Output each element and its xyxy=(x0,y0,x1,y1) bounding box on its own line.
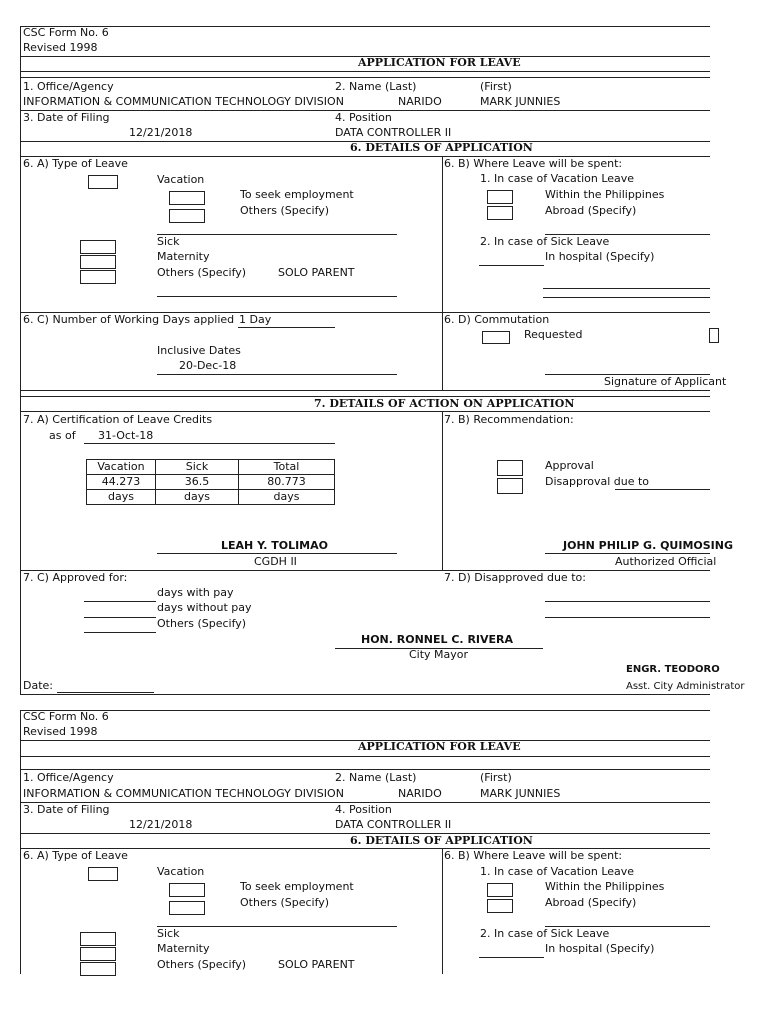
sick-label: Sick xyxy=(157,235,180,248)
mayor-title: City Mayor xyxy=(409,648,469,661)
sick-case-label: 2. In case of Sick Leave xyxy=(480,927,610,940)
vacation-others-label: Others (Specify) xyxy=(240,896,330,909)
maternity-checkbox[interactable] xyxy=(80,947,116,961)
office-value: INFORMATION & COMMUNICATION TECHNOLOGY DIVISION xyxy=(23,787,344,800)
maternity-checkbox[interactable] xyxy=(80,255,116,269)
within-ph-checkbox[interactable] xyxy=(487,883,513,897)
position-label: 4. Position xyxy=(335,111,392,124)
credits-vacation-value: 44.273 xyxy=(87,475,156,490)
where-label: 6. B) Where Leave will be spent: xyxy=(444,849,623,862)
leave-type-label: 6. A) Type of Leave xyxy=(23,157,128,170)
vacation-others-checkbox[interactable] xyxy=(169,209,205,223)
within-ph-label: Within the Philippines xyxy=(545,188,665,201)
disapproval-checkbox[interactable] xyxy=(497,478,523,494)
leave-type-label: 6. A) Type of Leave xyxy=(23,849,128,862)
seek-employment-label: To seek employment xyxy=(240,188,354,201)
details-heading: 6. DETAILS OF APPLICATION xyxy=(350,834,533,847)
credits-units-row xyxy=(87,490,335,505)
inclusive-dates-label: Inclusive Dates xyxy=(157,344,241,357)
others-label: Others (Specify) xyxy=(157,958,247,971)
approval-label: Approval xyxy=(545,459,594,472)
recommender-name: JOHN PHILIP G. QUIMOSING xyxy=(563,539,734,552)
credits-header-total: Total xyxy=(239,460,335,475)
vacation-case-label: 1. In case of Vacation Leave xyxy=(480,172,635,185)
date-filing-label: 3. Date of Filing xyxy=(23,111,110,124)
position-label: 4. Position xyxy=(335,803,392,816)
form-title: APPLICATION FOR LEAVE xyxy=(358,56,521,69)
requested-checkbox[interactable] xyxy=(482,331,510,344)
disapproved-label: 7. D) Disapproved due to: xyxy=(444,571,586,584)
details-heading: 6. DETAILS OF APPLICATION xyxy=(350,141,533,154)
credits-vacation-unit: days xyxy=(87,490,156,505)
maternity-label: Maternity xyxy=(157,942,210,955)
date-filing-value: 12/21/2018 xyxy=(129,818,193,831)
days-with-pay-label: days with pay xyxy=(157,586,234,599)
sick-case-label: 2. In case of Sick Leave xyxy=(480,235,610,248)
within-ph-label: Within the Philippines xyxy=(545,880,665,893)
vacation-label: Vacation xyxy=(157,865,205,878)
vacation-checkbox[interactable] xyxy=(88,175,118,189)
approval-checkbox[interactable] xyxy=(497,460,523,476)
in-hospital-label: In hospital (Specify) xyxy=(545,942,655,955)
abroad-checkbox[interactable] xyxy=(487,899,513,913)
seek-employment-label: To seek employment xyxy=(240,880,354,893)
vacation-label: Vacation xyxy=(157,173,205,186)
vacation-case-label: 1. In case of Vacation Leave xyxy=(480,865,635,878)
vacation-others-checkbox[interactable] xyxy=(169,901,205,915)
vacation-checkbox[interactable] xyxy=(88,867,118,881)
approved-for-label: 7. C) Approved for: xyxy=(23,571,128,584)
office-label: 1. Office/Agency xyxy=(23,80,114,93)
form-revised: Revised 1998 xyxy=(23,725,98,738)
approved-others-label: Others (Specify) xyxy=(157,617,247,630)
credits-values-row xyxy=(87,475,335,490)
working-days-label: 6. C) Number of Working Days applied xyxy=(23,313,235,326)
seek-employment-checkbox[interactable] xyxy=(169,883,205,897)
sick-label: Sick xyxy=(157,927,180,940)
admin-title: Asst. City Administrator xyxy=(626,681,745,692)
recommendation-label: 7. B) Recommendation: xyxy=(444,413,574,426)
admin-name: ENGR. TEODORO xyxy=(626,664,720,675)
requested-label: Requested xyxy=(524,328,583,341)
abroad-checkbox[interactable] xyxy=(487,206,513,220)
where-label: 6. B) Where Leave will be spent: xyxy=(444,157,623,170)
name-first-label: (First) xyxy=(480,771,512,784)
working-days-value: 1 Day xyxy=(239,313,272,326)
position-value: DATA CONTROLLER II xyxy=(335,126,452,139)
vacation-others-label: Others (Specify) xyxy=(240,204,330,217)
credits-sick-value: 36.5 xyxy=(156,475,239,490)
form-title: APPLICATION FOR LEAVE xyxy=(358,740,521,753)
sick-checkbox[interactable] xyxy=(80,932,116,946)
position-value: DATA CONTROLLER II xyxy=(335,818,452,831)
as-of-value: 31-Oct-18 xyxy=(98,429,154,442)
others-label: Others (Specify) xyxy=(157,266,247,279)
cert-label: 7. A) Certification of Leave Credits xyxy=(23,413,213,426)
abroad-label: Abroad (Specify) xyxy=(545,204,637,217)
form-number: CSC Form No. 6 xyxy=(23,26,109,39)
credits-header-row xyxy=(87,460,335,475)
abroad-label: Abroad (Specify) xyxy=(545,896,637,909)
in-hospital-label: In hospital (Specify) xyxy=(545,250,655,263)
certifier-name: LEAH Y. TOLIMAO xyxy=(221,539,328,552)
name-last-label: 2. Name (Last) xyxy=(335,771,417,784)
mayor-name: HON. RONNEL C. RIVERA xyxy=(361,633,514,646)
others-value: SOLO PARENT xyxy=(278,266,355,279)
name-last-value: NARIDO xyxy=(398,95,442,108)
name-first-value: MARK JUNNIES xyxy=(480,787,561,800)
others-checkbox[interactable] xyxy=(80,962,116,976)
seek-employment-checkbox[interactable] xyxy=(169,191,205,205)
certifier-title: CGDH II xyxy=(254,555,297,568)
inclusive-dates-value: 20-Dec-18 xyxy=(179,359,237,372)
days-without-pay-label: days without pay xyxy=(157,601,252,614)
credits-total-unit: days xyxy=(239,490,335,505)
date-label: Date: xyxy=(23,679,53,692)
office-value: INFORMATION & COMMUNICATION TECHNOLOGY DIVISION xyxy=(23,95,344,108)
date-filing-value: 12/21/2018 xyxy=(129,126,193,139)
credits-header-vacation: Vacation xyxy=(87,460,156,475)
disapproval-label: Disapproval due to xyxy=(545,475,650,488)
credits-header-sick: Sick xyxy=(156,460,239,475)
office-label: 1. Office/Agency xyxy=(23,771,114,784)
leave-credits-table xyxy=(86,459,335,505)
date-filing-label: 3. Date of Filing xyxy=(23,803,110,816)
others-value: SOLO PARENT xyxy=(278,958,355,971)
date-field[interactable] xyxy=(57,692,154,693)
name-last-value: NARIDO xyxy=(398,787,442,800)
sick-checkbox[interactable] xyxy=(80,240,116,254)
credits-total-value: 80.773 xyxy=(239,475,335,490)
recommender-title: Authorized Official xyxy=(615,555,717,568)
commutation-label: 6. D) Commutation xyxy=(444,313,550,326)
name-first-label: (First) xyxy=(480,80,512,93)
credits-sick-unit: days xyxy=(156,490,239,505)
action-heading: 7. DETAILS OF ACTION ON APPLICATION xyxy=(314,397,575,410)
not-requested-checkbox[interactable] xyxy=(709,328,719,343)
name-last-label: 2. Name (Last) xyxy=(335,80,417,93)
form-number: CSC Form No. 6 xyxy=(23,710,109,723)
maternity-label: Maternity xyxy=(157,250,210,263)
name-first-value: MARK JUNNIES xyxy=(480,95,561,108)
signature-label: Signature of Applicant xyxy=(604,375,727,388)
within-ph-checkbox[interactable] xyxy=(487,190,513,204)
as-of-label: as of xyxy=(49,429,76,442)
others-checkbox[interactable] xyxy=(80,270,116,284)
form-revised: Revised 1998 xyxy=(23,41,98,54)
